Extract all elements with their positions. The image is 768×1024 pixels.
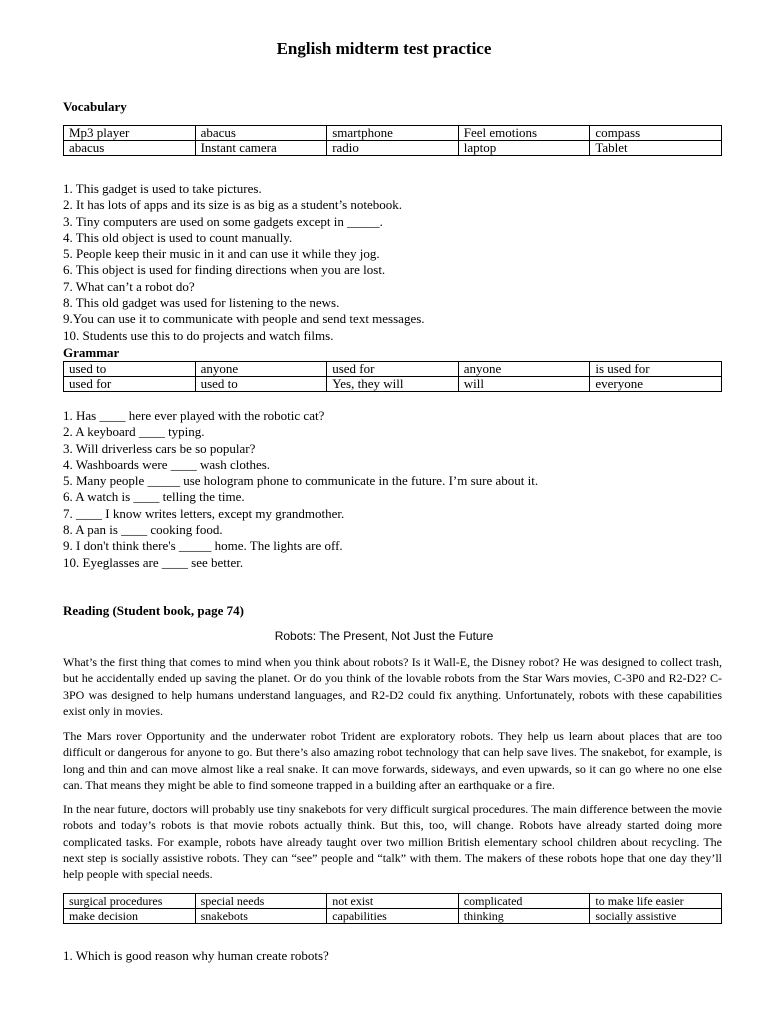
table-cell: thinking: [458, 909, 590, 924]
reading-paragraph: What’s the first thing that comes to mind when you think about robots? Is it Wall-E, the Disney robot? He was designed to collect trash, but he accidentally ended up saving the planet. Or do you think of the lovable robots from the Star Wars movies, C-3P0 and R2-D2? C-3PO was designed to help humans understand languages, and R2-D2 could fix anything. Unfortunately, robots with these capabilities exist only in movies.: [63, 655, 722, 718]
table-row: [64, 909, 722, 924]
grammar-heading: Grammar: [63, 345, 120, 360]
question-item: 7. ____ I know writes letters, except my grandmother.: [63, 505, 345, 521]
vocabulary-questions: [63, 181, 425, 344]
question-item: 3. Will driverless cars be so popular?: [63, 440, 256, 456]
question-item: 4. Washboards were ____ wash clothes.: [63, 456, 271, 472]
vocabulary-word-table: [63, 125, 722, 156]
table-cell: Tablet: [590, 141, 722, 156]
table-cell: capabilities: [327, 909, 459, 924]
question-item: 6. A watch is ____ telling the time.: [63, 489, 245, 505]
reading-heading: Reading (Student book, page 74): [63, 603, 244, 618]
question-item: 5. People keep their music in it and can use it while they jog.: [63, 246, 380, 262]
question-item: 8. A pan is ____ cooking food.: [63, 522, 223, 538]
table-cell: make decision: [64, 909, 196, 924]
page-title: English midterm test practice: [276, 39, 492, 58]
question-item: 8. This old gadget was used for listening to the news.: [63, 295, 340, 311]
table-cell: anyone: [195, 362, 327, 377]
question-item: 4. This old object is used to count manually.: [63, 229, 293, 245]
reading-title: Robots: The Present, Not Just the Future: [274, 629, 494, 643]
table-cell: used to: [64, 362, 196, 377]
table-cell: snakebots: [195, 909, 327, 924]
table-cell: is used for: [590, 362, 722, 377]
table-row: [64, 362, 722, 377]
table-cell: used for: [64, 377, 196, 392]
table-cell: anyone: [458, 362, 590, 377]
table-row: [64, 894, 722, 909]
table-cell: laptop: [458, 141, 590, 156]
table-cell: surgical procedures: [64, 894, 196, 909]
table-cell: complicated: [458, 894, 590, 909]
question-item: 3. Tiny computers are used on some gadgets except in _____.: [63, 213, 383, 229]
table-cell: abacus: [64, 141, 196, 156]
table-cell: compass: [590, 126, 722, 141]
question-item: 2. A keyboard ____ typing.: [63, 424, 205, 440]
vocabulary-heading: Vocabulary: [63, 99, 127, 114]
grammar-questions: [63, 408, 538, 571]
question-item: 10. Eyeglasses are ____ see better.: [63, 554, 244, 570]
question-item: 9. I don't think there's _____ home. The lights are off.: [63, 538, 343, 554]
table-row: [64, 377, 722, 392]
table-cell: Feel emotions: [458, 126, 590, 141]
table-cell: Mp3 player: [64, 126, 196, 141]
table-cell: radio: [327, 141, 459, 156]
table-cell: everyone: [590, 377, 722, 392]
question-item: 9.You can use it to communicate with people and send text messages.: [63, 311, 425, 327]
table-cell: Yes, they will: [327, 377, 459, 392]
grammar-word-table: [63, 361, 722, 392]
table-cell: used to: [195, 377, 327, 392]
table-row: [64, 141, 722, 156]
reading-paragraph: In the near future, doctors will probably use tiny snakebots for very difficult surgical procedures. The main difference between the movie robots and today’s robots is that movie robots actually think. But this, too, will change. Robots have already started doing more complicated tasks. For example, robots have already taught over two million British elementary school children about recycling. The next step is socially assistive robots. They can “see” people and “talk” with them. The makers of these robots hope that one day they’ll help people with special needs.: [63, 802, 722, 882]
table-cell: to make life easier: [590, 894, 722, 909]
question-item: 1. Has ____ here ever played with the robotic cat?: [63, 408, 325, 423]
reading-question: 1. Which is good reason why human create robots?: [63, 948, 329, 963]
question-item: 2. It has lots of apps and its size is as big as a student’s notebook.: [63, 197, 403, 213]
question-item: 7. What can’t a robot do?: [63, 278, 195, 294]
table-cell: will: [458, 377, 590, 392]
table-cell: special needs: [195, 894, 327, 909]
question-item: 5. Many people _____ use hologram phone to communicate in the future. I’m sure about it.: [63, 473, 539, 489]
table-cell: Instant camera: [195, 141, 327, 156]
question-item: 10. Students use this to do projects and watch films.: [63, 327, 334, 343]
reading-paragraph: The Mars rover Opportunity and the underwater robot Trident are exploratory robots. They help us learn about places that are too difficult or dangerous for anyone to go. But there’s also amazing robot technology that can help save lives. The snakebot, for example, is long and thin and can move almost like a real snake. It can move forwards, sideways, and even upwards, so it can go where no one else can. That means they might be able to find someone trapped in a building after an earthquake or a fire.: [63, 729, 722, 792]
table-cell: socially assistive: [590, 909, 722, 924]
table-row: [64, 126, 722, 141]
table-cell: smartphone: [327, 126, 459, 141]
table-cell: not exist: [327, 894, 459, 909]
question-item: 6. This object is used for finding directions when you are lost.: [63, 262, 386, 278]
question-item: 1. This gadget is used to take pictures.: [63, 181, 262, 196]
table-cell: abacus: [195, 126, 327, 141]
reading-word-table: [63, 893, 722, 924]
table-cell: used for: [327, 362, 459, 377]
